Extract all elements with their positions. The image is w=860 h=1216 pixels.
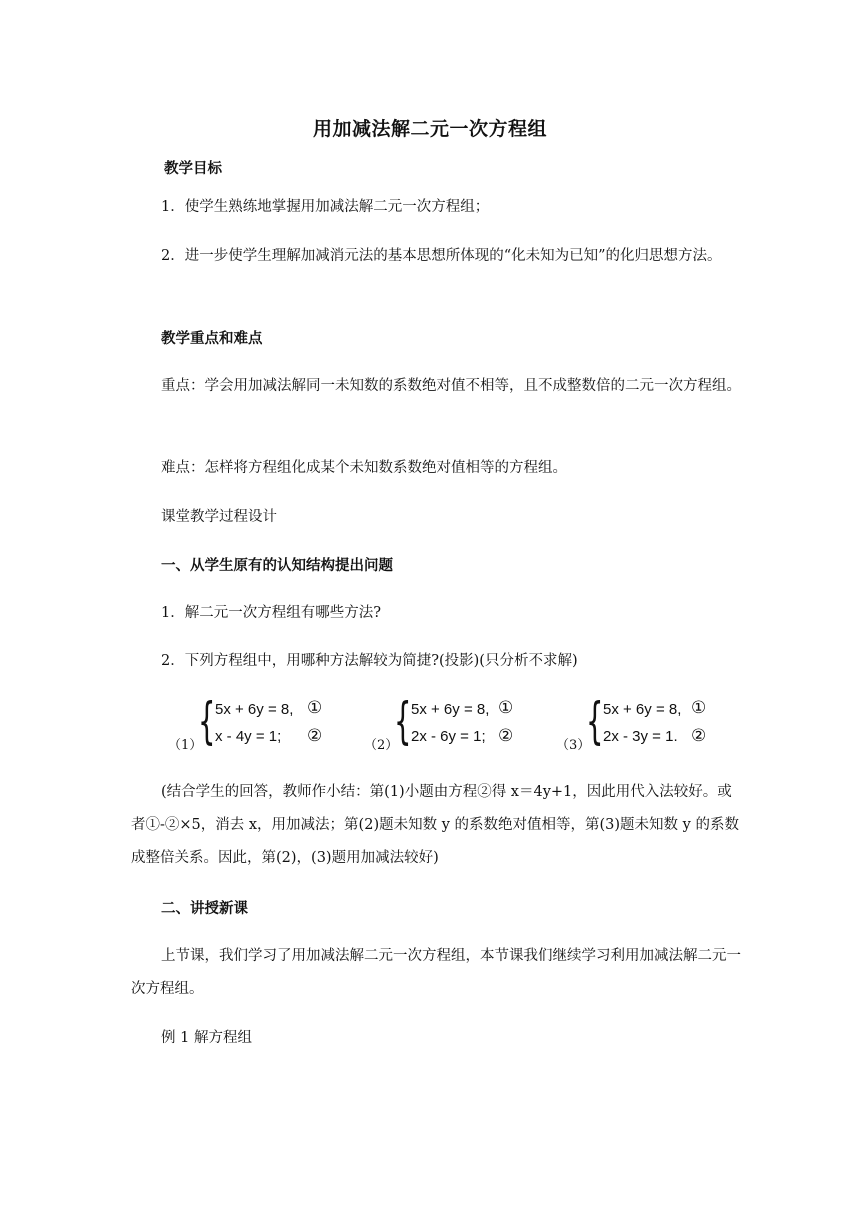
teacher-summary: (结合学生的回答，教师作小结：第(1)小题由方程②得 x＝4y+1，因此用代入法较好。或者①-②×5，消去 x，用加减法；第(2)题未知数 y 的系数绝对值相等，第(3)题未知数 y 的系数成整倍关系。因此，第(2)，(3)题用加减法较好): [131, 784, 739, 866]
circled-two-mark: ②: [691, 726, 707, 746]
question-2: 2．下列方程组中，用哪种方法解较为简捷?(投影)(只分析不求解): [161, 653, 578, 669]
equation-2: 2x - 3y = 1.: [603, 728, 678, 745]
example-1: 例 1 解方程组: [161, 1030, 252, 1046]
equation-1: 5x + 6y = 8,: [215, 701, 294, 718]
equation-1: 5x + 6y = 8,: [603, 701, 682, 718]
equation-system-1: [168, 694, 338, 758]
system-label: （3）: [556, 738, 591, 753]
difficulty: 难点：怎样将方程组化成某个未知数系数绝对值相等的方程组。: [161, 460, 567, 476]
process-heading: 课堂教学过程设计: [161, 509, 277, 525]
equation-1: 5x + 6y = 8,: [411, 701, 490, 718]
equation-2: 2x - 6y = 1;: [411, 728, 486, 745]
circled-two-mark: ②: [307, 726, 323, 746]
section-1-heading: 一、从学生原有的认知结构提出问题: [161, 557, 393, 574]
system-label: （2）: [364, 738, 399, 753]
equation-system-3: [556, 694, 726, 758]
goal-1: 1．使学生熟练地掌握用加减法解二元一次方程组；: [161, 199, 490, 215]
left-brace: {: [394, 692, 412, 750]
left-brace: {: [586, 692, 604, 750]
document-title: 用加减法解二元一次方程组: [312, 118, 547, 140]
equation-system-2: [364, 694, 534, 758]
heading-teaching-goals: 教学目标: [164, 160, 222, 177]
circled-two-mark: ②: [498, 726, 514, 746]
goal-2: 2．进一步使学生理解加减消元法的基本思想所体现的“化未知为已知”的化归思想方法。: [161, 248, 722, 264]
lesson-intro: 上节课，我们学习了用加减法解二元一次方程组，本节课我们继续学习利用加减法解二元一次方程组。: [131, 948, 741, 997]
question-1: 1．解二元一次方程组有哪些方法?: [161, 605, 381, 621]
section-2-heading: 二、讲授新课: [161, 900, 248, 917]
equation-2: x - 4y = 1;: [215, 728, 282, 745]
system-label: （1）: [168, 738, 203, 753]
left-brace: {: [198, 692, 216, 750]
key-point: 重点：学会用加减法解同一未知数的系数绝对值不相等，且不成整数倍的二元一次方程组。: [161, 378, 741, 394]
circled-one-mark: ①: [691, 698, 707, 718]
circled-one-mark: ①: [498, 698, 514, 718]
circled-one-mark: ①: [307, 698, 323, 718]
heading-key-difficulty: 教学重点和难点: [161, 330, 263, 347]
